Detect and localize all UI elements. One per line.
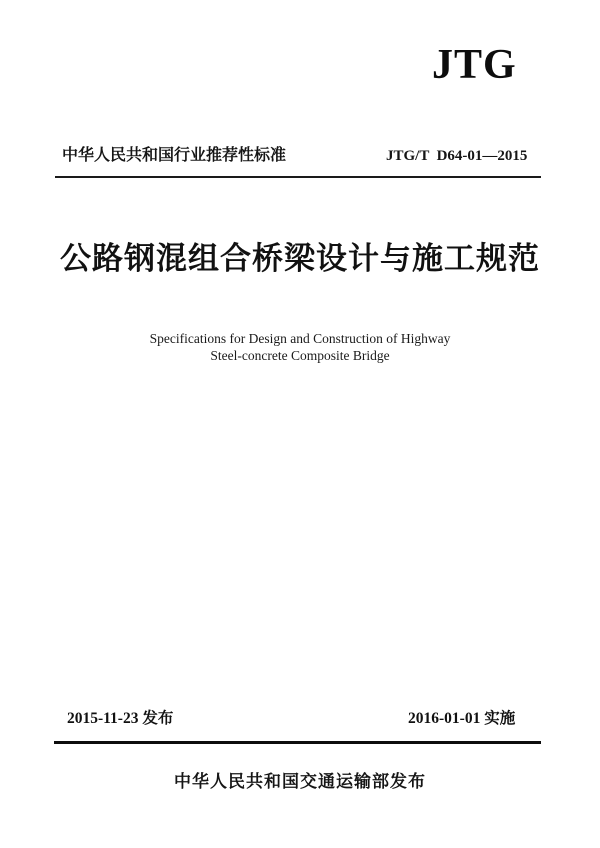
effective-date <box>408 711 515 727</box>
title-english-line-1: Specifications for Design and Construction of Highway <box>149 331 451 346</box>
effective-date-label: 实施 <box>484 709 516 727</box>
standard-code: JTG/T D64-01—2015 <box>386 148 528 164</box>
jtg-logo: JTG <box>432 42 517 88</box>
title-english-line-2: Steel-concrete Composite Bridge <box>210 348 390 363</box>
document-title-english <box>0 330 600 364</box>
publisher: 中华人民共和国交通运输部发布 <box>174 772 426 792</box>
header-divider <box>55 176 541 178</box>
effective-date-value: 2016-01-01 <box>408 710 481 727</box>
issue-date <box>67 711 173 727</box>
standard-classification: 中华人民共和国行业推荐性标准 <box>62 145 287 164</box>
document-title-chinese: 公路钢混组合桥梁设计与施工规范 <box>60 241 540 277</box>
footer-divider <box>54 741 541 744</box>
issue-date-value: 2015-11-23 <box>67 710 139 727</box>
issue-date-label: 发布 <box>142 709 174 727</box>
